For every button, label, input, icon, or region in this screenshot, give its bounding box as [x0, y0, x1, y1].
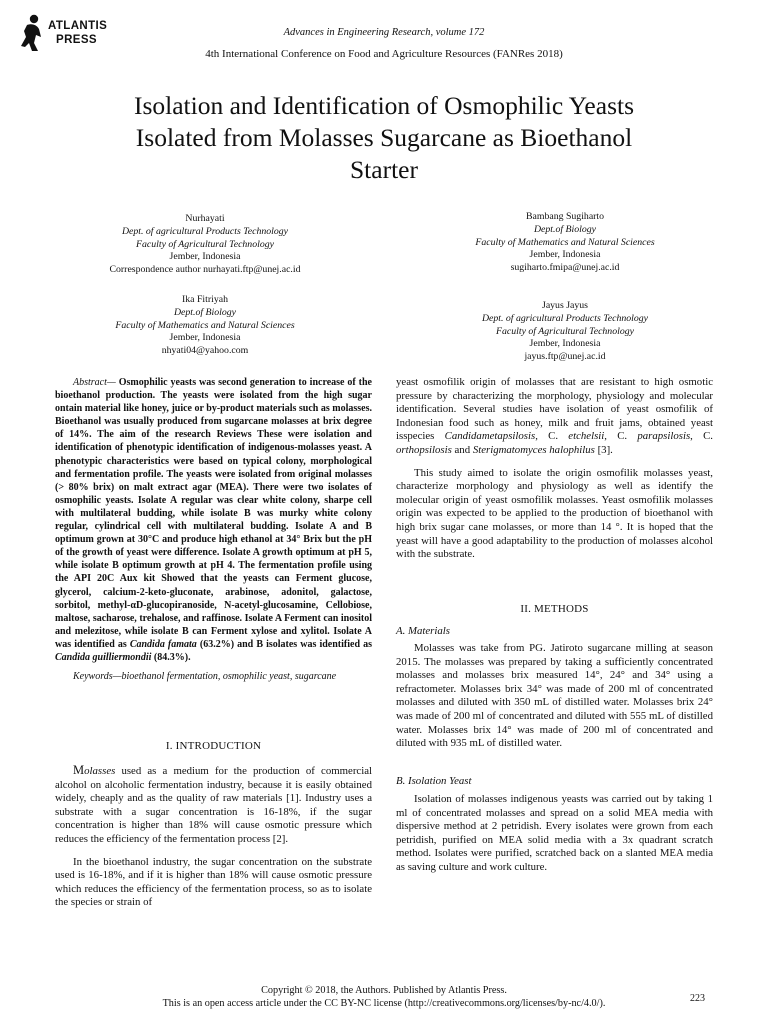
publisher-name-line1: ATLANTIS — [48, 20, 108, 32]
right-column-intro — [396, 376, 713, 562]
author-city: Jember, Indonesia — [169, 332, 241, 344]
page-number: 223 — [690, 993, 705, 1004]
author-contact: sugiharto.fmipa@unej.ac.id — [510, 262, 620, 274]
author-name: Jayus Jayus — [542, 300, 588, 311]
conference-header: 4th International Conference on Food and Agriculture Resources (FANRes 2018) — [205, 48, 563, 60]
isolation-paragraph: Isolation of molasses indigenous yeasts was carried out by taking 1 ml of concentrated molasses and spread on a solid MEA media with dispersive method at 2 petridish. Every isolates were grown from each petridish, purified on MEA solid media with a 3x quadrant scratch method. Isolates were purified, scratched back on a slanted MEA media as saving culture and work culture. — [396, 793, 713, 873]
keywords: Keywords—bioethanol fermentation, osmophilic yeast, sugarcane — [73, 671, 337, 683]
introduction-body — [55, 764, 372, 910]
author-contact: jayus.ftp@unej.ac.id — [524, 351, 606, 363]
publisher-name-line2: PRESS — [56, 34, 97, 46]
isolation-body — [396, 793, 713, 875]
author-faculty: Faculty of Agricultural Technology — [496, 325, 634, 337]
footer-copyright: Copyright © 2018, the Authors. Published by Atlantis Press. — [261, 985, 507, 996]
author-block-3 — [40, 294, 370, 358]
author-block-2 — [395, 211, 735, 275]
author-dept: Dept.of Biology — [173, 306, 237, 318]
author-dept: Dept. of agricultural Products Technology — [121, 225, 289, 237]
intro-paragraph-1: Molasses used as a medium for the production of commercial alcohol on alcoholic fermentation industry, because it is easily obtained widely, cheaply and as the quality of raw materials [1]. Industry uses a substrate with a sugar concentration is 16-18%, if the sugar concentration is higher than 18% will cause osmotic pressure which reduces the efficiency of the fermentation process [2]. — [55, 763, 372, 845]
species-name: Candida guilliermondii — [55, 651, 152, 663]
subsection-heading-materials: A. Materials — [396, 625, 450, 637]
abstract-label: Abstract— — [73, 377, 116, 388]
subsection-heading-isolation: B. Isolation Yeast — [396, 775, 472, 787]
intro-paragraph-4: This study aimed to isolate the origin osmofilik molasses yeast, characterize morphology and physiology as well as identify the molecular origin of yeast osmofilik molasses. Yeast osmofilik molasses origin was expected to be applied to the production of bioethanol with high brix sugar cane molasses, or more than 14 °. It is hoped that the yeast will have a good adaptability to the production of molasses alcohol with the substrate. — [396, 466, 713, 561]
footer-license: This is an open access article under the CC BY-NC license (http://creativecommons.org/licenses/by-nc/4.0/). — [162, 998, 606, 1009]
intro-paragraph-3: yeast osmofilik origin of molasses that are resistant to high osmotic pressure by characterizing the morphology, physiology and molecular identification. Several studies have isolation of yeast osmofilik of Indonesian food such as honey, milk and fruit jams, obtained yeast isspecies Candidametapsilosis, C. etchelsii, C. parapsilosis, C. orthopsilosis and Sterigmatomyces halophilus [3]. — [396, 376, 714, 456]
author-block-1 — [40, 213, 370, 277]
species-name: Candida famata — [129, 638, 197, 650]
series-header: Advances in Engineering Research, volume 172 — [283, 27, 485, 38]
materials-paragraph: Molasses was take from PG. Jatiroto sugarcane milling at season 2015. The molasses was prepared by taking a sufficiently concentrated molasses and molasses brix measured 14°, 24° and 34° using a refractometer. Molasses brix 34° was made of 200 ml of concentrated molasses and diluted with 350 mL of distilled water. Molasses brix 24° was made of 200 ml of concentrated and diluted with 555 mL of distilled water. Molasses brix 14° was made of 200 ml of concentrated and diluted with 935 mL of distilled water. — [396, 642, 713, 750]
author-name: Ika Fitriyah — [182, 294, 228, 305]
author-name: Bambang Sugiharto — [525, 211, 605, 222]
author-name: Nurhayati — [185, 213, 225, 224]
author-faculty: Faculty of Mathematics and Natural Sciences — [115, 319, 295, 331]
author-contact: nhyati04@yahoo.com — [161, 345, 249, 357]
author-dept: Dept. of agricultural Products Technology — [481, 312, 649, 324]
author-contact: Correspondence author nurhayati.ftp@unej.ac.id — [109, 264, 301, 276]
author-dept: Dept.of Biology — [533, 223, 597, 235]
title-line-1: Isolation and Identification of Osmophilic Yeasts — [133, 91, 634, 120]
title-line-2: Isolated from Molasses Sugarcane as Bioethanol — [135, 123, 633, 152]
author-city: Jember, Indonesia — [529, 249, 601, 261]
author-city: Jember, Indonesia — [529, 338, 601, 350]
abstract — [55, 376, 372, 683]
section-heading-methods: II. METHODS — [520, 603, 589, 615]
materials-body — [396, 642, 713, 751]
abstract-text: Abstract— Osmophilic yeasts was second generation to increase of the bioethanol production. The yeasts were isolated from the high sugar ontain material like honey, juice or by-product materials such as molasses. Bioethanol was usually produced from sugarcane molasses at brix degree of 14%. The aim of the research Reviews These were isolation and identification of phenotypic identification of indigenous-molasses yeast. A phenotypic characteristics were based on typical colony, morphological and fermentation profile. The yeasts were isolated from original molasses (> 80% brix) on malt extract agar (MEA). There were two isolates of osmophilic yeasts. Isolate A regular was clear white colony, sharpe cell with multilateral budding, while isolate B was murky white colony regular, cylindrical cell with multilateral budding. Isolate A and B optimum grown at 30°C and produce high ethanol at 34° Brix but the pH of the growth of yeast were difference. Isolate A growth optimum at pH 5, while isolate B optimum growth at pH 4. The fermentation profile using the API 20C Aux kit Showed that the yeasts can Ferment glucose, glycerol, calcium-2-keto-gluconate, arabinose, adonitol, galactose, sorbitol, methyl-αD-glucopiranoside, N-acetyl-glucosamine, Cellobiose, maltose, sacharose, trehalose, and raffinose. Isolate A Ferment can inositol and melezitose, while isolate B can Ferment xylose and xylitol. Isolate A was identified as Candida famata (63.2%) and B isolates was identified as Candida guilliermondii (84.3%). — [55, 377, 372, 663]
author-faculty: Faculty of Agricultural Technology — [136, 238, 274, 250]
paper-title — [50, 90, 718, 186]
author-city: Jember, Indonesia — [169, 251, 241, 263]
title-line-3: Starter — [350, 155, 418, 184]
author-faculty: Faculty of Mathematics and Natural Sciences — [475, 236, 655, 248]
section-heading-introduction: I. INTRODUCTION — [165, 740, 262, 752]
author-block-4 — [395, 300, 735, 364]
intro-paragraph-2: In the bioethanol industry, the sugar concentration on the substrate used is 16-18%, and if it is higher than 18% will cause osmotic pressure which reduces the efficiency of the fermentation process, so as to isolate the species or strain of — [55, 855, 372, 909]
